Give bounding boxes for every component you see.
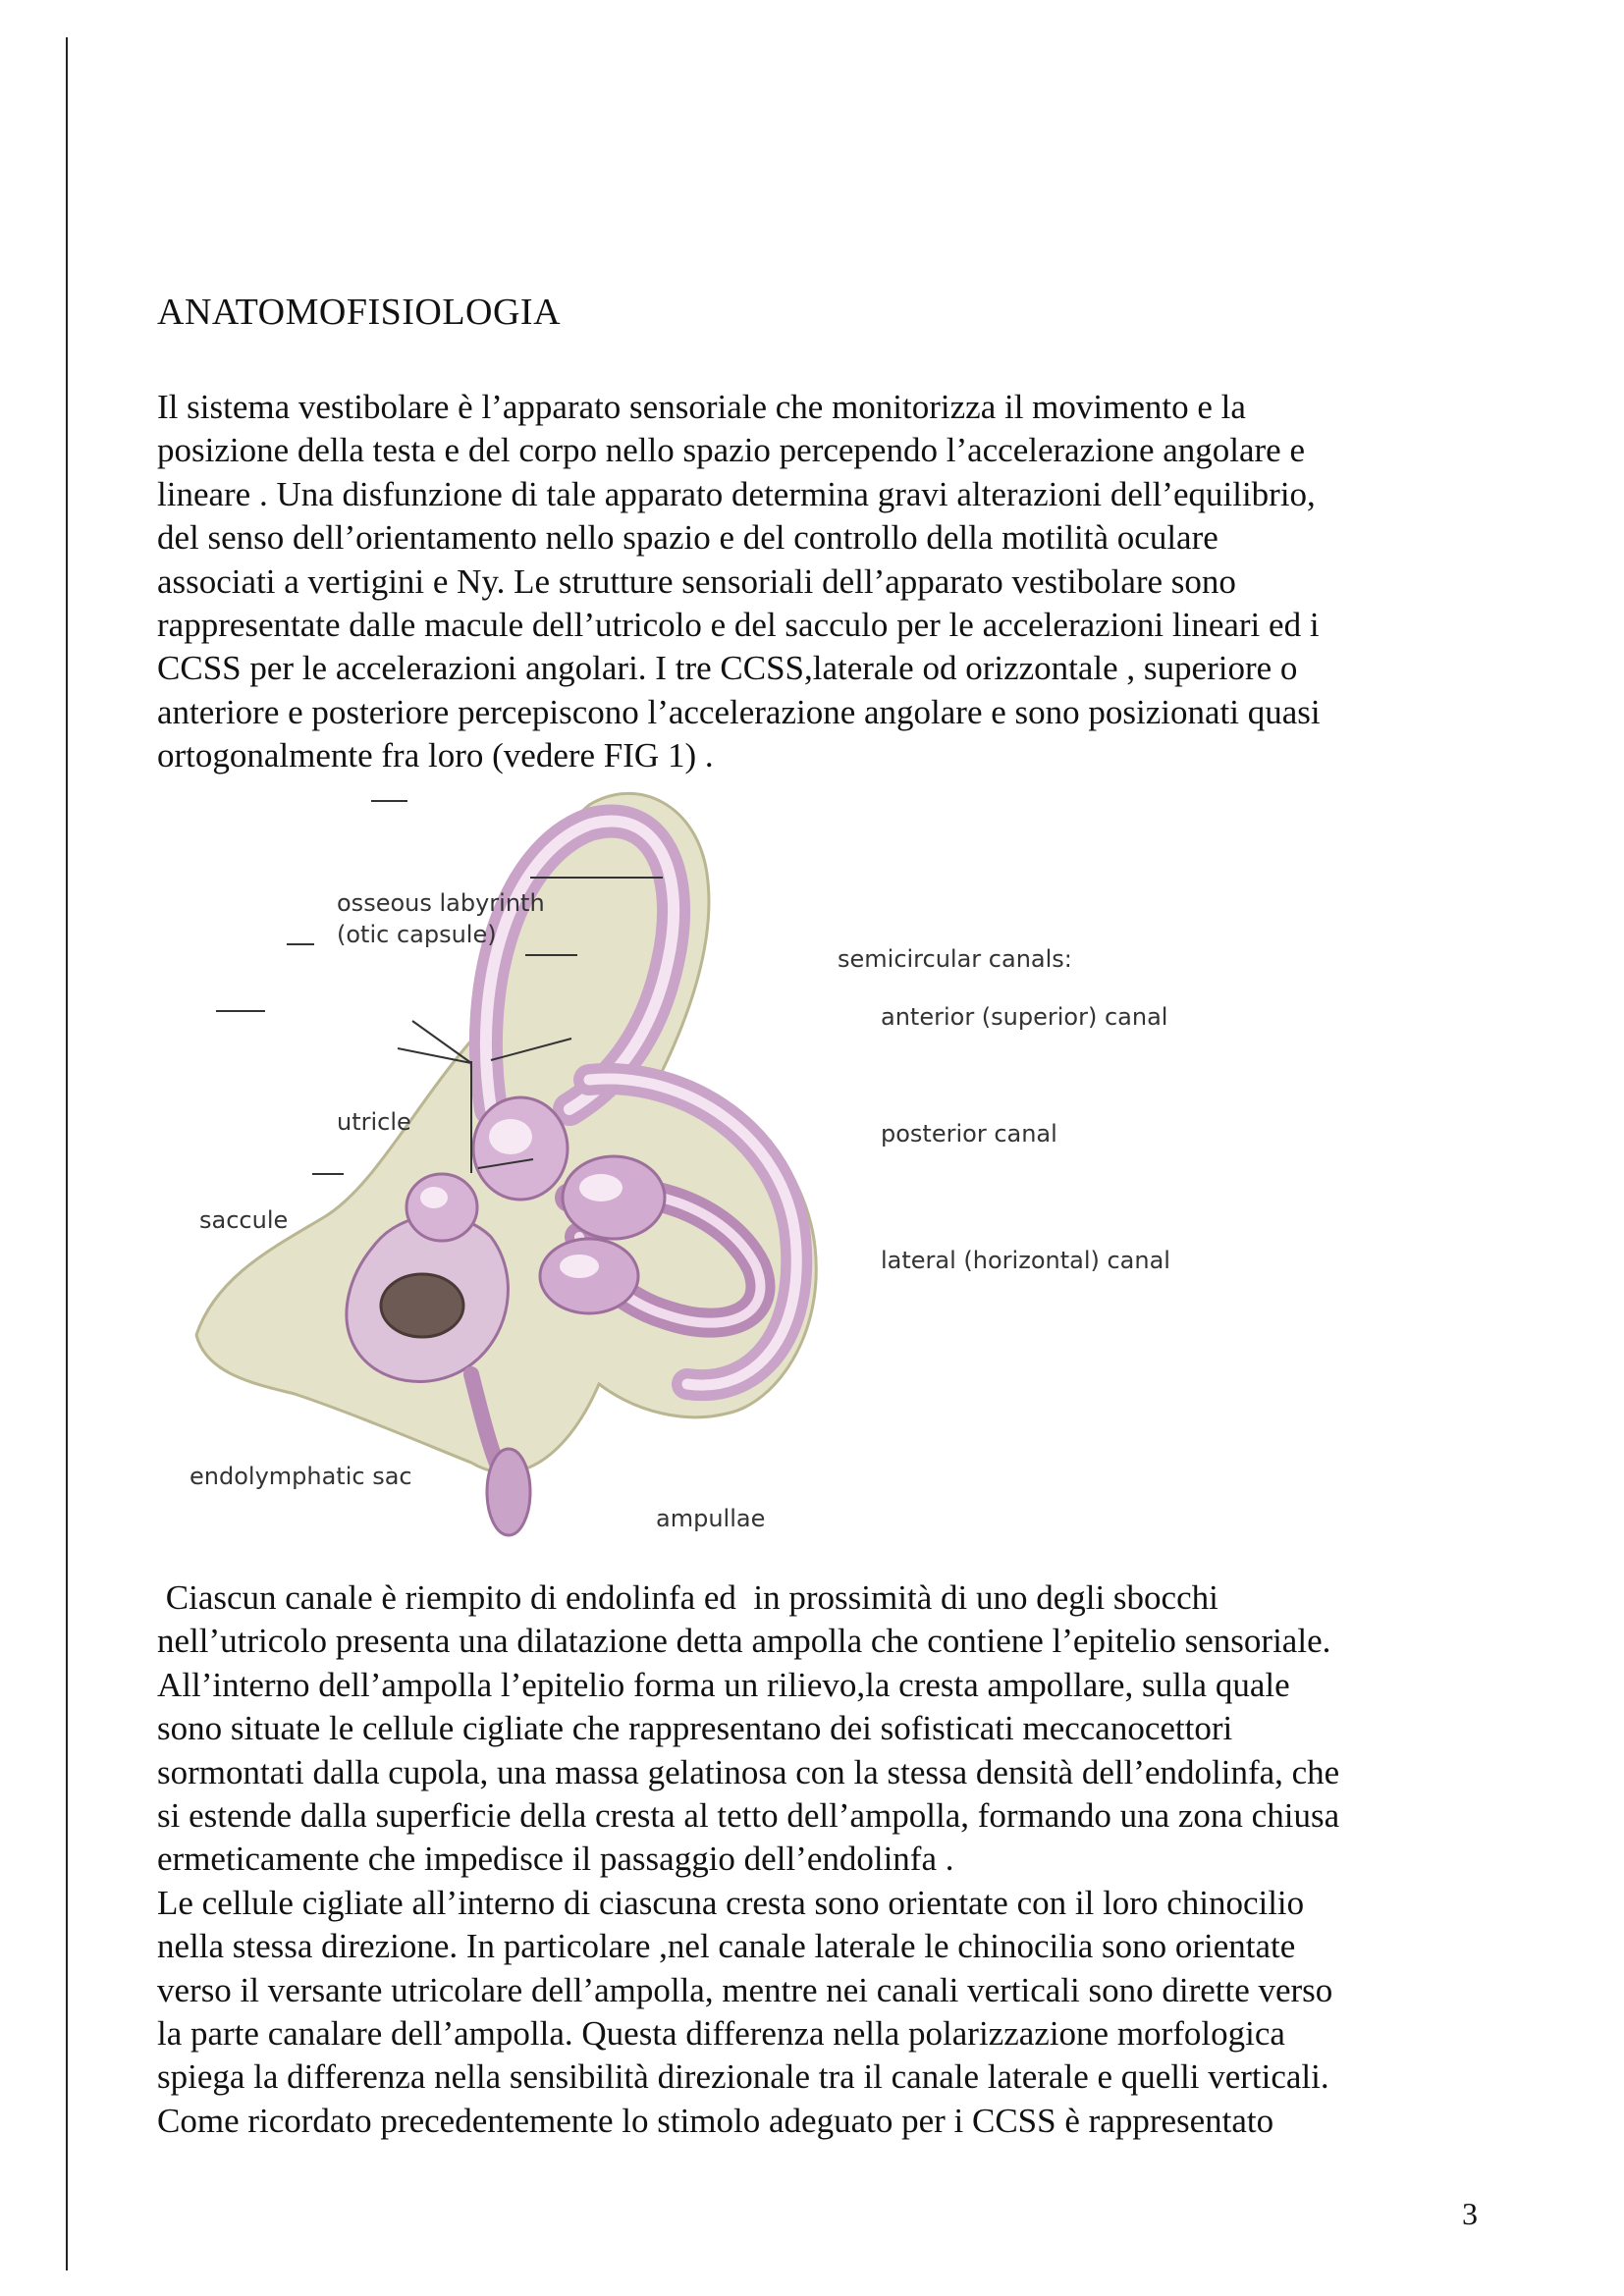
text-line: Le cellule cigliate all’interno di ciascuna cresta sono orientate con il loro chinocilio [157, 1883, 1305, 1922]
label-ampullae: ampullae [656, 1505, 766, 1532]
inner-ear-illustration [177, 785, 1198, 1561]
text-line: ortogonalmente fra loro (vedere FIG 1) . [157, 736, 714, 775]
text-line: CCSS per le accelerazioni angolari. I tre CCSS,laterale od orizzontale , superiore o [157, 649, 1298, 688]
text-line: Come ricordato precedentemente lo stimolo adeguato per i CCSS è rappresentato [157, 2101, 1274, 2140]
text-line: verso il versante utricolare dell’ampolla, mentre nei canali verticali sono dirette verso [157, 1970, 1333, 2009]
text-line: All’interno dell’ampolla l’epitelio forma un rilievo,la cresta ampollare, sulla quale [157, 1665, 1290, 1704]
text-line: anteriore e posteriore percepiscono l’accelerazione angolare e sono posizionati quasi [157, 692, 1321, 731]
text-line: spiega la differenza nella sensibilità direzionale tra il canale laterale e quelli verticali. [157, 2057, 1329, 2097]
utricle-highlight [489, 1119, 532, 1154]
ampulla-highlight [579, 1174, 623, 1201]
label-endolymphatic-sac: endolymphatic sac [189, 1463, 412, 1490]
label-semicircular-canals: semicircular canals: [838, 945, 1072, 973]
text-line: si estende dalla superficie della cresta al tetto dell’ampolla, formando una zona chiusa [157, 1796, 1340, 1836]
text-line: la parte canalare dell’ampolla. Questa differenza nella polarizzazione morfologica [157, 2014, 1285, 2054]
paragraph-2 [157, 1576, 1532, 2143]
ampulla-highlight [560, 1255, 599, 1278]
label-lateral-canal: lateral (horizontal) canal [881, 1247, 1170, 1274]
text-line: sono situate le cellule cigliate che rappresentano dei sofisticati meccanocettori [157, 1709, 1233, 1748]
text-line: posizione della testa e del corpo nello spazio percependo l’accelerazione angolare e [157, 431, 1305, 470]
text-line: lineare . Una disfunzione di tale apparato determina gravi alterazioni dell’equilibrio, [157, 474, 1316, 513]
page-number: 3 [1462, 2196, 1478, 2231]
text-line: sormontati dalla cupola, una massa gelatinosa con la stessa densità dell’endolinfa, che [157, 1752, 1340, 1791]
text-line: Ciascun canale è riempito di endolinfa ed in prossimità di uno degli sbocchi [157, 1578, 1218, 1617]
text-line: nell’utricolo presenta una dilatazione detta ampolla che contiene l’epitelio sensoriale. [157, 1622, 1331, 1661]
text-line: rappresentate dalle macule dell’utricolo e del sacculo per le accelerazioni lineari ed i [157, 606, 1320, 645]
paragraph-1 [157, 386, 1532, 778]
text-line: associati a vertigini e Ny. Le strutture sensoriali dell’apparato vestibolare sono [157, 561, 1236, 601]
endolymphatic-sac-shape [487, 1449, 530, 1535]
label-osseous-labyrinth: osseous labyrinth [337, 889, 545, 917]
label-otic-capsule: (otic capsule) [337, 921, 497, 948]
label-posterior-canal: posterior canal [881, 1120, 1057, 1148]
saccule-highlight [420, 1187, 448, 1208]
text-line: Il sistema vestibolare è l’apparato sensoriale che monitorizza il movimento e la [157, 388, 1246, 426]
inner-ear-figure [177, 785, 1198, 1561]
label-utricle: utricle [337, 1108, 411, 1136]
text-line: ermeticamente che impedisce il passaggio dell’endolinfa . [157, 1840, 954, 1879]
margin-rule [66, 37, 68, 2270]
label-anterior-canal: anterior (superior) canal [881, 1003, 1168, 1031]
label-saccule: saccule [199, 1206, 289, 1234]
text-line: del senso dell’orientamento nello spazio e del controllo della motilità oculare [157, 518, 1218, 558]
saccule-shape [406, 1174, 477, 1241]
text-line: nella stessa direzione. In particolare ,nel canale laterale le chinocilia sono orientate [157, 1927, 1296, 1966]
section-heading: ANATOMOFISIOLOGIA [157, 292, 562, 333]
cochlea-opening [381, 1274, 463, 1337]
